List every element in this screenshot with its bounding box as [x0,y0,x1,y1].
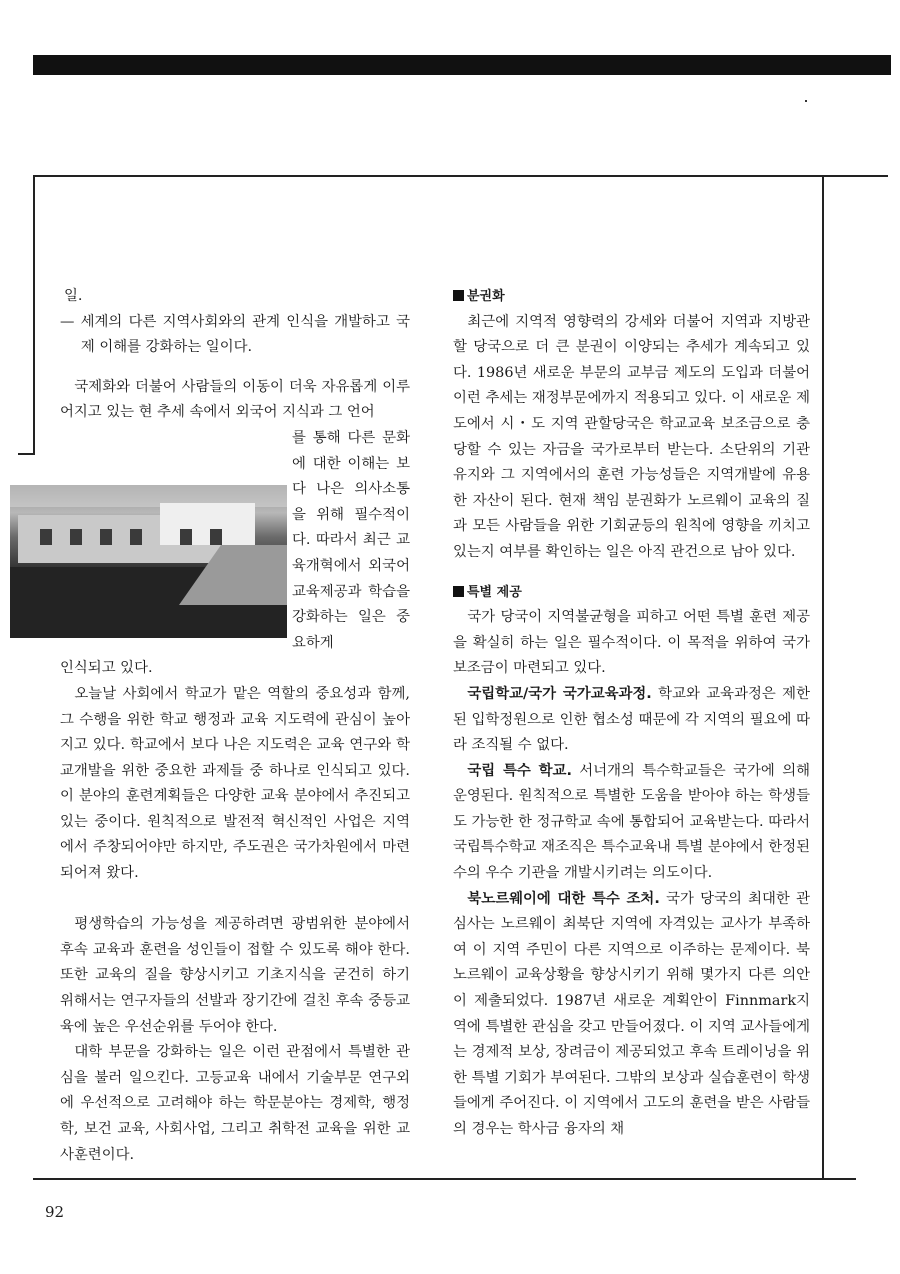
paragraph-beside-photo: 를 통해 다른 문화에 대한 이해는 보다 나은 의사소통을 위해 필수적이다. 따라서 최근 교육개혁에서 외국어 교육제공과 학습을 강화하는 일은 중요하게 [292,429,410,651]
square-bullet-icon [453,290,464,301]
section-heading: 특별 제공 [453,580,810,606]
square-bullet-icon [453,586,464,597]
bullet-item: — 세계의 다른 지역사회와의 관계 인식을 개발하고 국제 이해를 강화하는 일이다. [60,313,410,356]
section-heading: 분권화 [453,284,810,310]
page-number: 92 [45,1203,65,1221]
scan-speck [805,100,807,102]
right-column [453,284,810,1143]
subheading: 국립학교/국가 국가교육과정. [467,685,652,702]
paragraph: 일. [64,288,83,304]
frame-left-rule [33,175,35,455]
frame-top-rule [33,175,888,177]
subheading: 국립 특수 학교. [467,762,572,779]
left-column [60,284,410,1168]
paragraph: 국제화와 더불어 사람들의 이동이 더욱 자유롭게 이루어지고 있는 현 추세 속에서 외국어 지식과 그 언어 [60,378,410,421]
frame-right-rule [822,175,824,1179]
paragraph: 국립학교/국가 국가교육과정. 학교와 교육과정은 제한된 입학정원으로 인한 협소성 때문에 각 지역의 필요에 따라 조직될 수 없다. [453,685,810,754]
paragraph: 오늘날 사회에서 학교가 맡은 역할의 중요성과 함께, 그 수행을 위한 학교 행정과 교육 지도력에 관심이 높아지고 있다. 학교에서 보다 나은 지도력은 교육 연구와 학교개발을 위한 중요한 과제들 중 하나로 인식되고 있다. 이 분야의 훈련계획들은 다양한 교육 분야에서 추진되고 있는 중이다. 원칙적으로 발전적 혁신적인 사업은 지역에서 주창되어야만 하지만, 주도권은 국가차원에서 마련되어져 왔다. [60,685,410,882]
paragraph: 북노르웨이에 대한 특수 조처. 국가 당국의 최대한 관심사는 노르웨이 최북단 지역에 자격있는 교사가 부족하여 이 지역 주민이 다른 지역으로 이주하는 문제이다. 북 노르웨이 교육상황을 향상시키기 위해 몇가지 다른 의안이 제출되었다. 1987년 새로운 계획안이 Finnmark지역에 특별한 관심을 갖고 만들어졌다. 이 지역 교사들에게는 경제적 보상, 장려금이 제공되었고 후속 트레이닝을 위한 특별 기회가 부여된다. 그밖의 보상과 실습훈련이 학생들에게 주어진다. 이 지역에서 고도의 훈련을 받은 사람들의 경우는 학사금 융자의 채 [453,890,810,1137]
header-bar [33,55,891,75]
paragraph: 국가 당국이 지역불균형을 피하고 어떤 특별 훈련 제공을 확실히 하는 일은 필수적이다. 이 목적을 위하여 국가 보조금이 마련되고 있다. [453,609,810,677]
paragraph: 최근에 지역적 영향력의 강세와 더불어 지역과 지방관할 당국으로 더 큰 분권이 이양되는 추세가 계속되고 있다. 1986년 새로운 부문의 교부금 제도의 도입과 더불어 이런 추세는 재정부문에까지 적용되고 있다. 이 새로운 제도에서 시・도 지역 관할당국은 학교교육 보조금으로 충당할 수 있는 자금을 국가로부터 받는다. 소단위의 기관 유지와 그 지역에서의 훈련 가능성들은 지역개발에 유용한 자산이 된다. 현재 책임 분권화가 노르웨이 교육의 질과 모든 사람들을 위한 기회균등의 원칙에 영향을 끼치고 있는지 여부를 확인하는 일은 아직 관건으로 남아 있다. [453,313,810,560]
frame-left-tick [18,453,35,455]
paragraph: 대학 부문을 강화하는 일은 이런 관점에서 특별한 관심을 불러 일으킨다. 고등교육 내에서 기술부문 연구외에 우선적으로 고려해야 하는 학문분야는 경제학, 행정학, 보건 교육, 사회사업, 그리고 취학전 교육을 위한 교사훈련이다. [60,1044,410,1163]
paragraph: 국립 특수 학교. 서너개의 특수학교들은 국가에 의해 운영된다. 원칙적으로 특별한 도움을 받아야 하는 학생들도 가능한 한 정규학교 속에 통합되어 교육받는다. 따라서 국립특수학교 재조직은 특수교육내 특별 분야에서 한정된 수의 우수 기관을 개발시키려는 의도이다. [453,762,810,882]
frame-bottom-rule [33,1178,856,1180]
paragraph: 평생학습의 가능성을 제공하려면 광범위한 분야에서 후속 교육과 훈련을 성인들이 접할 수 있도록 해야 한다. 또한 교육의 질을 향상시키고 기초지식을 굳건히 하기 위해서는 연구자들의 선발과 장기간에 걸친 후속 중등교육에 높은 우선순위를 두어야 한다. [60,916,410,1035]
paragraph: 인식되고 있다. [60,660,153,677]
subheading: 북노르웨이에 대한 특수 조처. [467,890,660,907]
